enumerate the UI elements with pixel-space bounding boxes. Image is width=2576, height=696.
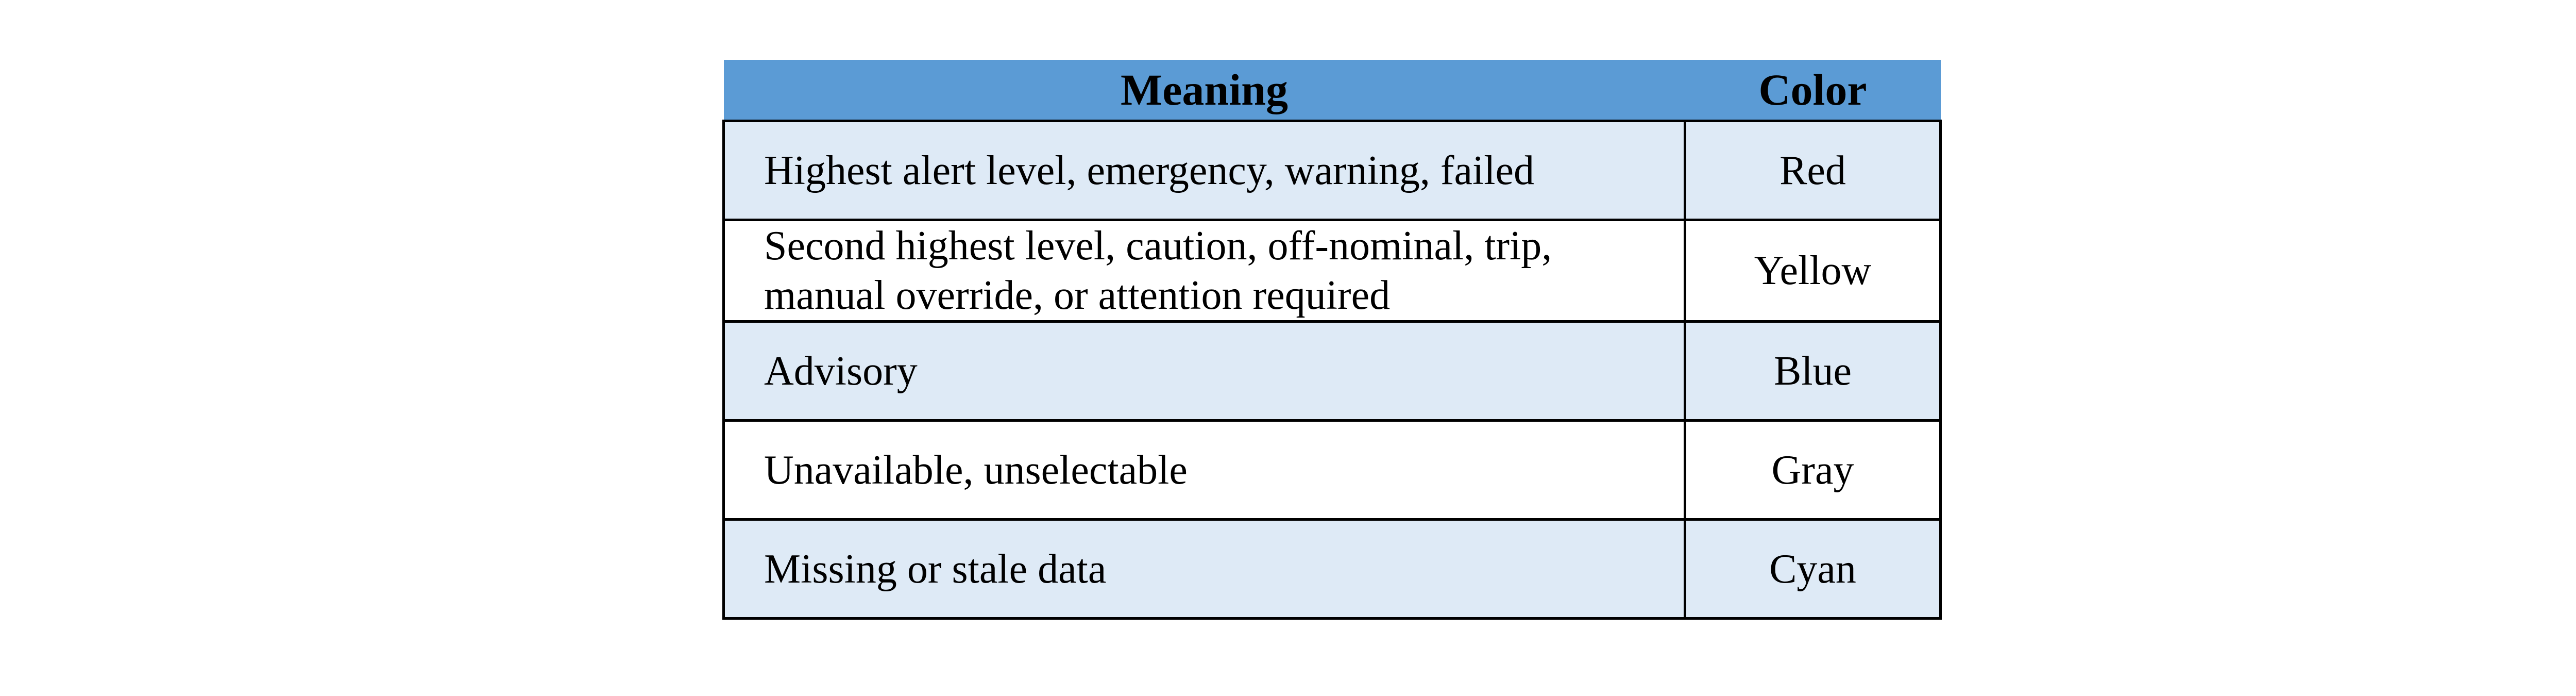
color-cell: Cyan: [1685, 520, 1941, 619]
column-header-meaning: Meaning: [724, 60, 1685, 121]
table-row: [724, 520, 1941, 619]
color-cell: Red: [1685, 121, 1941, 220]
table-row: [724, 121, 1941, 220]
table-row: [724, 322, 1941, 421]
color-cell: Blue: [1685, 322, 1941, 421]
meaning-cell: Second highest level, caution, off-nominal, trip, manual override, or attention required: [724, 220, 1685, 322]
table-row: [724, 220, 1941, 322]
color-meaning-table: [722, 60, 1942, 620]
table-header-row: [724, 60, 1941, 121]
color-meaning-table-container: [722, 60, 1939, 620]
table-row: [724, 421, 1941, 520]
meaning-cell: Advisory: [724, 322, 1685, 421]
color-cell: Yellow: [1685, 220, 1941, 322]
meaning-cell: Unavailable, unselectable: [724, 421, 1685, 520]
color-cell: Gray: [1685, 421, 1941, 520]
column-header-color: Color: [1685, 60, 1941, 121]
meaning-cell: Missing or stale data: [724, 520, 1685, 619]
meaning-cell: Highest alert level, emergency, warning, failed: [724, 121, 1685, 220]
